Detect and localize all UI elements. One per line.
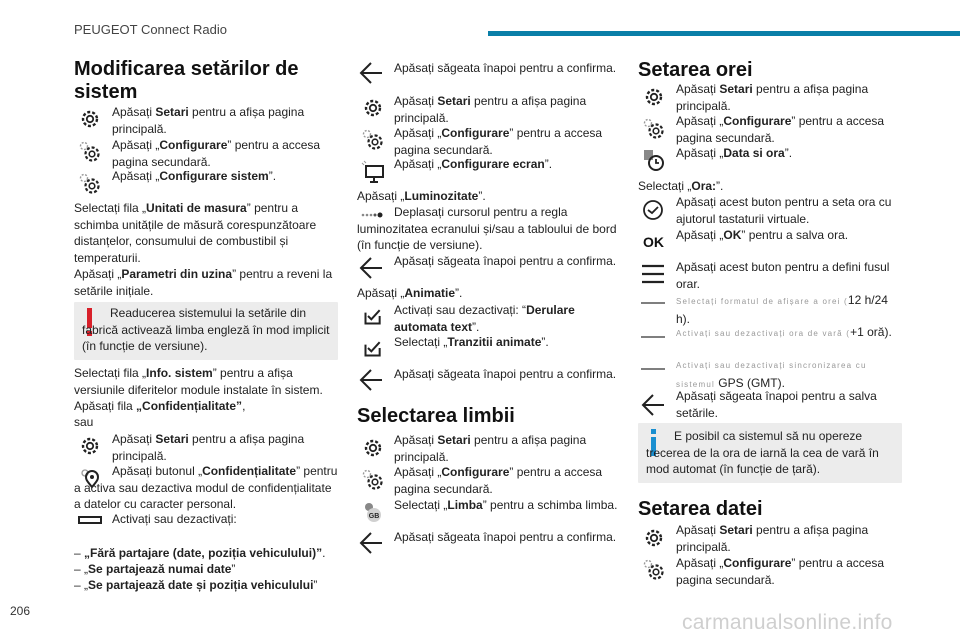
para-info: Selectați fila „Info. sistem” pentru a afișa versiunile diferitelor module instalate în sistem. (74, 366, 323, 397)
step-back-confirm: Apăsați săgeata înapoi pentru a confirma. (394, 367, 617, 381)
section-heading-system: Modificarea setărilor de sistem (74, 58, 299, 103)
gear-icon (642, 85, 666, 109)
step-time-format: Selectați formatul de afișare a orei (12 h/24 h). (676, 293, 888, 326)
gear-icon (78, 107, 102, 131)
para-time: Selectați „Ora:”. (638, 179, 724, 193)
warning-note-text: Readucerea sistemului la setările din fabrică activează limba engleză în mod implicit (în funcție de versiune). (82, 306, 330, 353)
step-dst: Activați sau dezactivați ora de vară (+1 oră). (676, 325, 892, 339)
warning-note (74, 302, 338, 360)
toggle-line-icon (641, 298, 665, 308)
activate-text: Activați sau dezactivați: (112, 512, 237, 526)
para-brightness: Apăsați „Luminozitate”. (357, 189, 486, 203)
step-keyboard: Apăsați acest buton pentru a seta ora cu ajutorul tastaturii virtuale. (676, 195, 892, 226)
checkbox-icon (363, 338, 383, 358)
step-back-confirm: Apăsați săgeata înapoi pentru a confirma. (394, 530, 617, 544)
step-configure: Apăsați „Configurare” pentru a accesa pagina secundară. (676, 556, 885, 587)
list-item: – „Fără partajare (date, poziția vehiculului)”. (74, 546, 326, 560)
language-flag-icon (361, 500, 385, 524)
ok-icon: OK (643, 234, 664, 250)
gear-icon (361, 96, 385, 120)
clock-check-icon (641, 198, 665, 222)
info-note-text: E posibil ca sistemul să nu opereze trecerea de la ora de iarnă la cea de vară în mod automat (în funcție de țară). (646, 429, 879, 476)
step-ok: Apăsați „OK” pentru a salva ora. (676, 228, 849, 242)
gear-icon (361, 436, 385, 460)
step-back-save: Apăsați săgeata înapoi pentru a salva setările. (676, 389, 877, 420)
step-configure: Apăsați „Configurare” pentru a accesa pagina secundară. (112, 138, 321, 169)
step-back-confirm: Apăsați săgeata înapoi pentru a confirma. (394, 61, 617, 75)
step-brightness: Deplasați cursorul pentru a regla luminozitatea ecranului și/sau a tabloului de bord (în funcție de versiune). (357, 205, 617, 252)
step-back-confirm: Apăsați săgeata înapoi pentru a confirma. (394, 254, 617, 268)
or-text: sau (74, 415, 94, 429)
step-configure: Apăsați „Configurare” pentru a accesa pagina secundară. (394, 126, 603, 157)
list-item: – „Se partajează date și poziția vehiculului” (74, 578, 318, 592)
step-settings: Apăsați Setari pentru a afișa pagina principală. (394, 433, 587, 464)
gear-icon (642, 526, 666, 550)
back-arrow-icon (641, 393, 665, 417)
step-configure: Apăsați „Configurare” pentru a accesa pagina secundară. (394, 465, 603, 496)
page-number: 206 (10, 604, 31, 618)
step-screen-config: Apăsați „Configurare ecran”. (394, 157, 553, 171)
config-gear-icon (78, 140, 102, 164)
step-settings: Apăsați Setari pentru a afișa pagina principală. (112, 432, 305, 463)
back-arrow-icon (359, 61, 383, 85)
toggle-line-icon (641, 364, 665, 374)
back-arrow-icon (359, 531, 383, 555)
config-gear-icon (78, 172, 102, 196)
watermark: carmanualsonline.info (682, 611, 893, 634)
config-gear-icon (361, 128, 385, 152)
section-heading-time: Setarea orei (638, 59, 753, 81)
step-settings: Apăsați Setari pentru a afișa pagina principală. (676, 523, 869, 554)
step-timezone: Apăsați acest buton pentru a defini fusul orar. (676, 260, 890, 291)
flag-label: GB (368, 513, 380, 520)
step-date-time: Apăsați „Data si ora”. (676, 146, 793, 160)
para-privacy: Apăsați fila „Confidențialitate”, (74, 399, 246, 413)
step-settings: Apăsați Setari pentru a afișa pagina principală. (112, 105, 305, 136)
step-settings: Apăsați Setari pentru a afișa pagina principală. (676, 82, 869, 113)
running-header: PEUGEOT Connect Radio (74, 22, 227, 37)
back-arrow-icon (359, 368, 383, 392)
step-language: Selectați „Limba” pentru a schimba limba. (394, 498, 618, 512)
screen-config-icon (361, 160, 385, 184)
menu-icon (641, 262, 665, 286)
config-gear-icon (642, 117, 666, 141)
header-accent-bar (488, 31, 960, 36)
step-scroll-text: Activați sau dezactivați: “Derulare automata text”. (394, 303, 575, 334)
checkbox-icon (363, 306, 383, 326)
step-gps-sync: Activați sau dezactivați sincronizarea cu sistemul GPS (GMT). (676, 361, 867, 390)
toggle-icon (78, 513, 102, 527)
info-note (638, 423, 902, 483)
list-item: – „Se partajează numai date” (74, 562, 236, 576)
para-units: Selectați fila „Unitati de masura” pentru a schimba unitățile de măsură corespunzătoare distanțelor, consumului de combustibil și temperaturii. (74, 201, 317, 265)
toggle-line-icon (641, 332, 665, 342)
para-animation: Apăsați „Animatie”. (357, 286, 463, 300)
para-factory: Apăsați „Parametri din uzina” pentru a reveni la setările inițiale. (74, 267, 333, 298)
step-settings: Apăsați Setari pentru a afișa pagina principală. (394, 94, 587, 125)
section-heading-date: Setarea datei (638, 498, 763, 520)
config-gear-icon (642, 558, 666, 582)
calendar-clock-icon (642, 148, 666, 172)
step-privacy: Apăsați butonul „Confidențialitate” pentru a activa sau dezactiva modul de confidențialitate a datelor cu caracter personal. (74, 464, 338, 511)
back-arrow-icon (359, 256, 383, 280)
step-configure: Apăsați „Configurare” pentru a accesa pagina secundară. (676, 114, 885, 145)
config-gear-icon (361, 468, 385, 492)
step-transitions: Selectați „Tranzitii animate”. (394, 335, 549, 349)
step-system-config: Apăsați „Configurare sistem”. (112, 169, 277, 183)
gear-icon (78, 434, 102, 458)
section-heading-language: Selectarea limbii (357, 405, 515, 427)
